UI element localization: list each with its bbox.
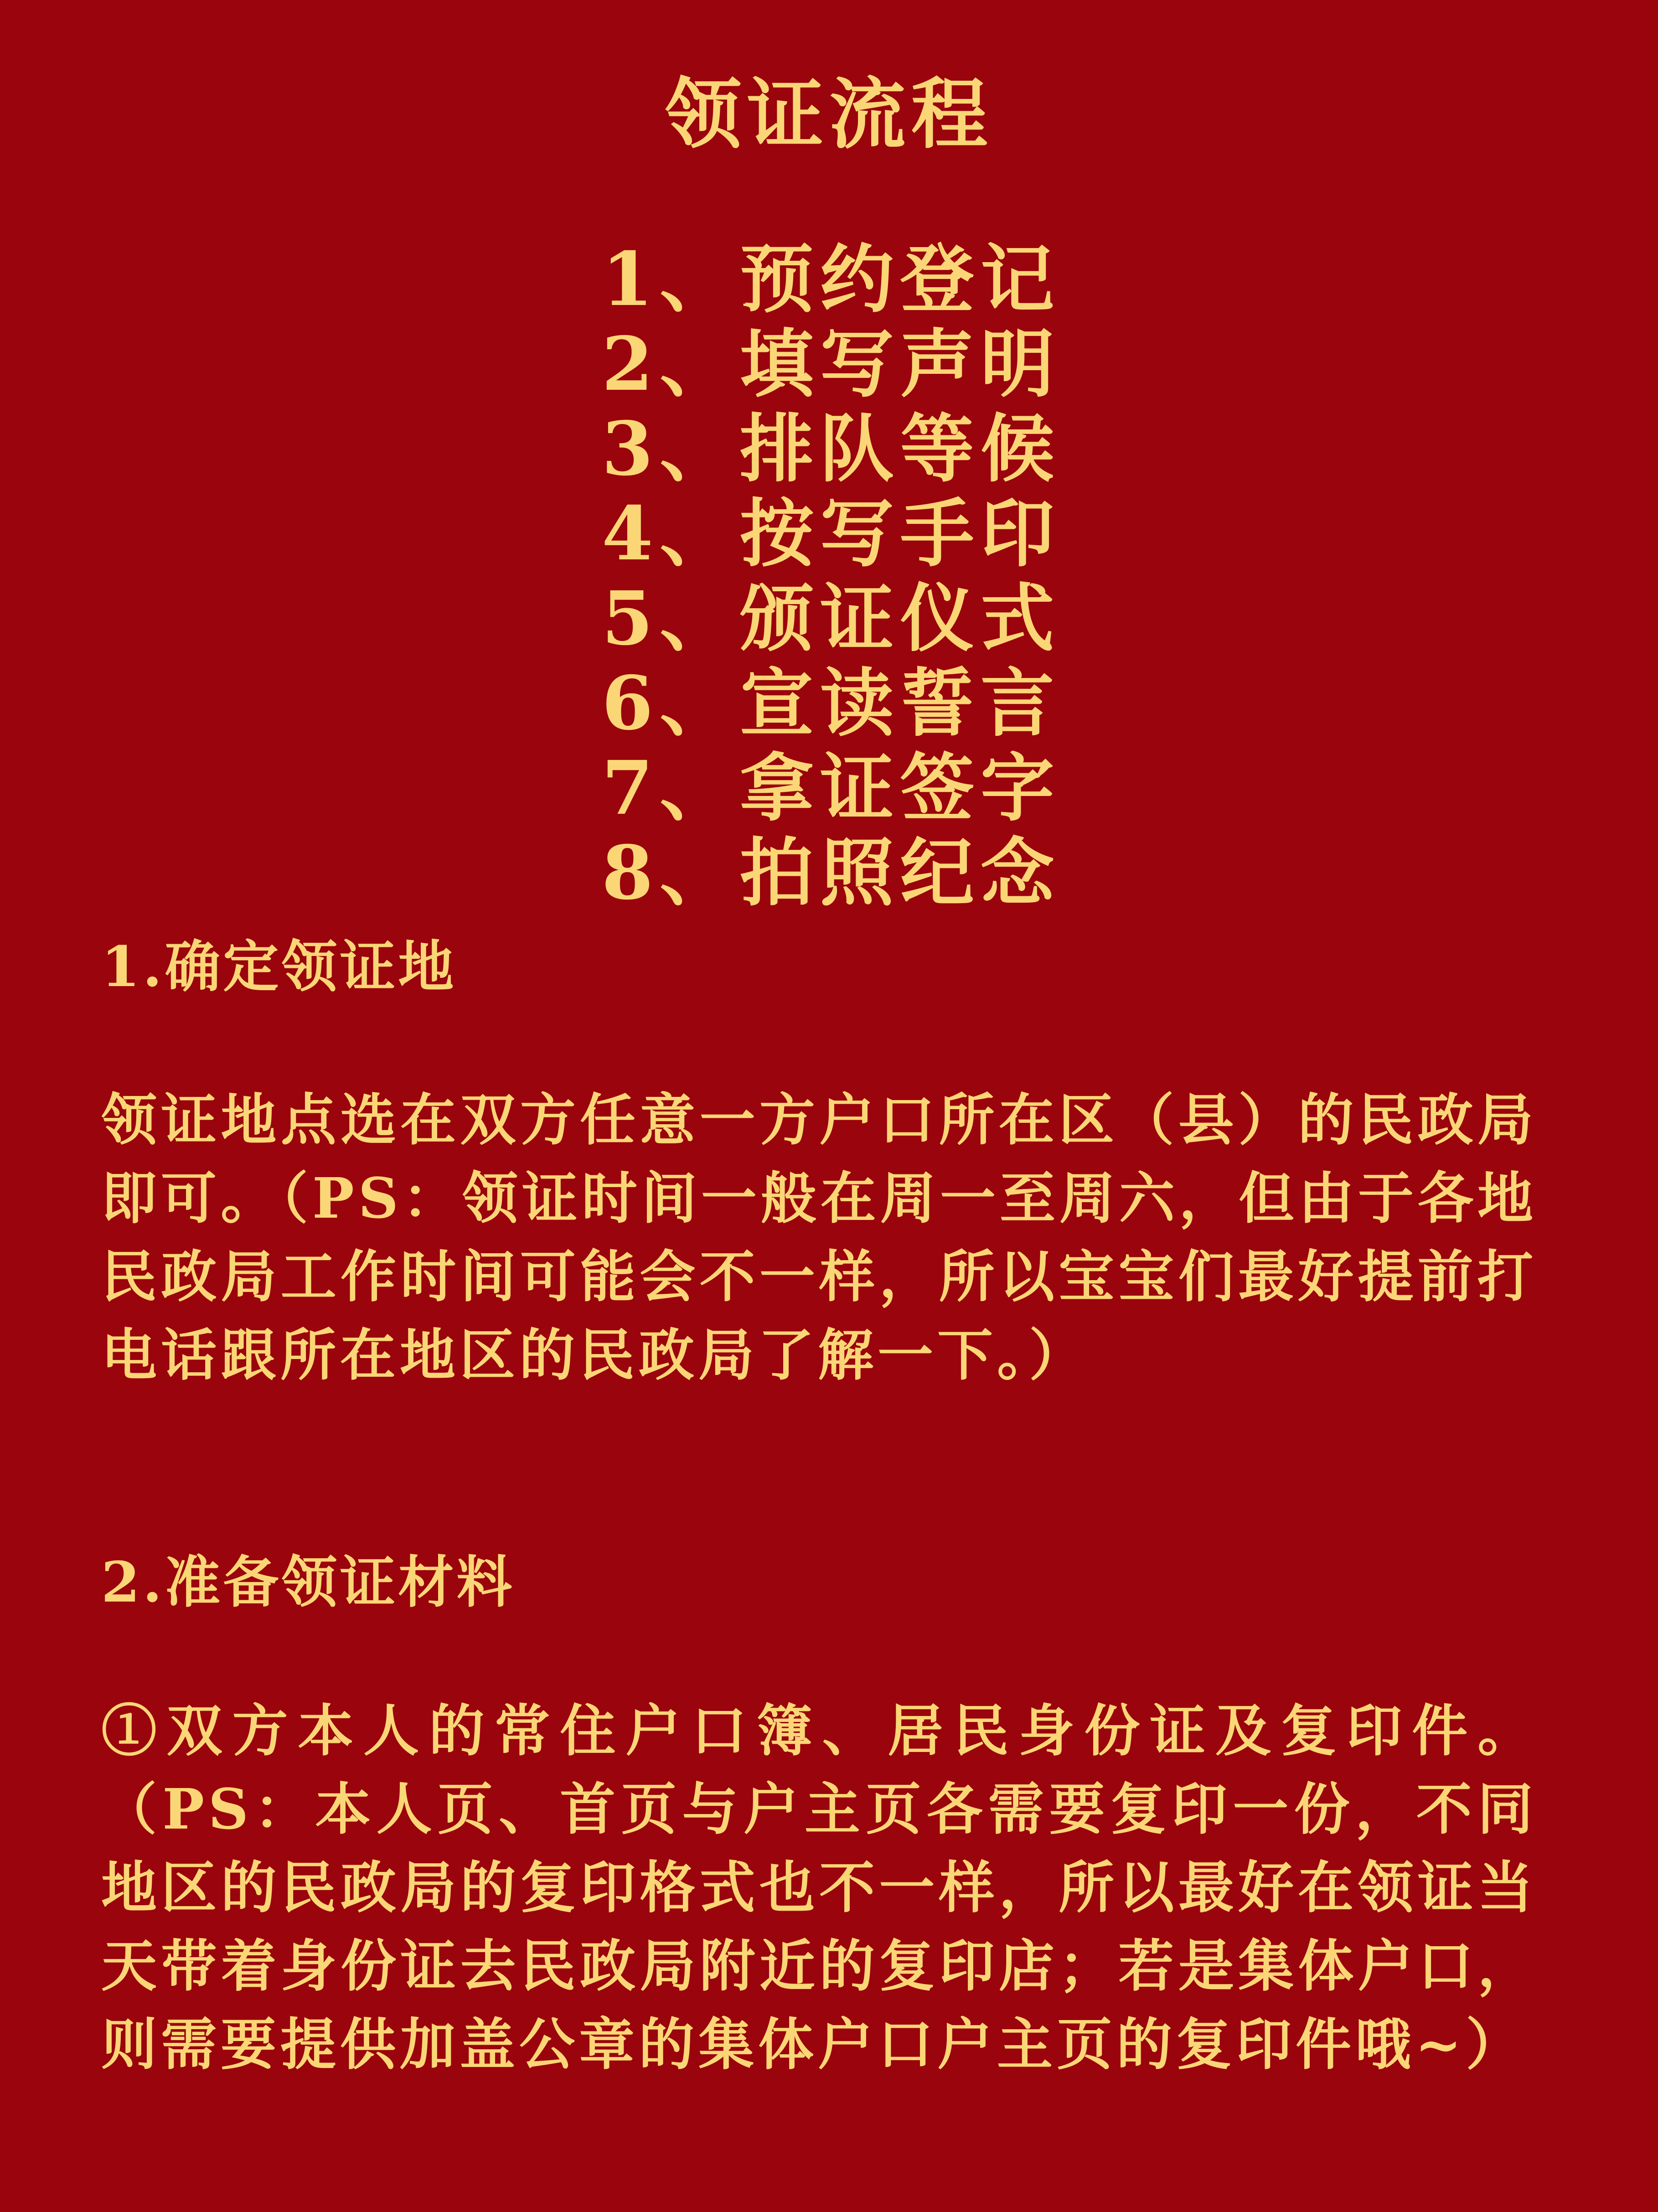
section-1-body: 领证地点选在双方任意一方户口所在区（县）的民政局即可。（PS：领证时间一般在周一至周六，但由于各地民政局工作时间可能会不一样，所以宝宝们最好提前打电话跟所在地区的民政局了解一下。） (101, 1087, 1537, 1388)
step-item: 2、填写声明 (602, 321, 1061, 408)
step-item: 8、拍照纪念 (602, 830, 1061, 916)
section-2-heading: 2.准备领证材料 (101, 1549, 515, 1615)
step-item: 3、排队等候 (602, 406, 1061, 492)
process-steps-list (602, 237, 1149, 915)
step-item: 4、按写手印 (602, 491, 1061, 577)
section-2-body: ①双方本人的常住户口簿、居民身份证及复印件。（PS：本人页、首页与户主页各需要复印一份，不同地区的民政局的复印格式也不一样，所以最好在领证当天带着身份证去民政局附近的复印店；若是集体户口，则需要提供加盖公章的集体户口户主页的复印件哦~） (101, 1698, 1537, 2077)
step-item: 6、宣读誓言 (602, 660, 1061, 747)
page-title: 领证流程 (665, 69, 993, 159)
step-item: 7、拿证签字 (602, 745, 1061, 832)
section-1-heading: 1.确定领证地 (101, 934, 457, 999)
step-item: 1、预约登记 (602, 236, 1061, 323)
step-item: 5、颁证仪式 (602, 575, 1061, 662)
